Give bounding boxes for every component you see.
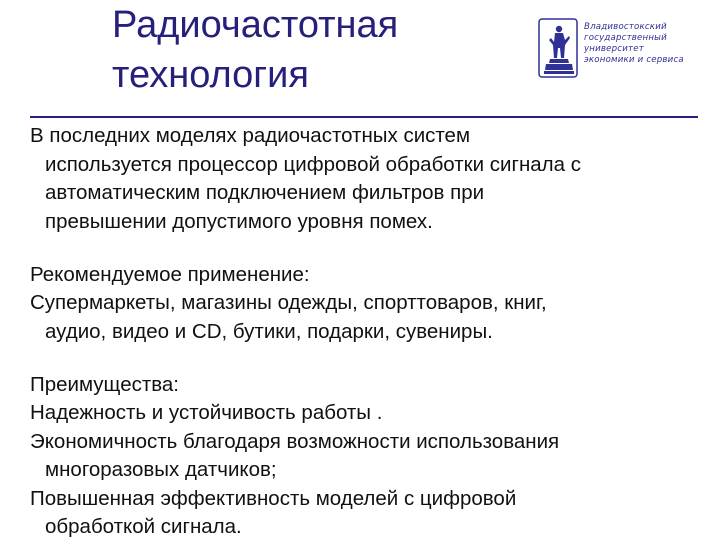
logo-text-line: Владивостокский — [584, 22, 667, 32]
paragraph-recommended-use — [30, 261, 700, 347]
paragraph-rf-processor — [30, 122, 700, 236]
advantage-item-continuation: обработкой сигнала. — [45, 515, 242, 538]
recommended-use-heading: Рекомендуемое применение: — [30, 262, 310, 286]
university-logo — [538, 18, 688, 82]
logo-text-line: экономики и сервиса — [584, 55, 684, 65]
slide-title-line-2: технология — [112, 54, 309, 96]
paragraph-gap — [30, 346, 700, 371]
text-line: используется процессор цифровой обработки сигнала с — [45, 152, 581, 176]
title-divider — [30, 116, 698, 118]
slide-title-line-1: Радиочастотная — [112, 4, 399, 46]
text-line: В последних моделях радиочастотных систем — [30, 124, 471, 147]
logo-text — [584, 22, 694, 66]
logo-text-line: университет — [584, 44, 644, 54]
text-line: автоматическим подключением фильтров при — [45, 181, 485, 204]
paragraph-gap — [30, 236, 700, 261]
advantage-item-continuation: многоразовых датчиков; — [45, 458, 277, 481]
logo-text-line: государственный — [584, 33, 667, 43]
advantage-item: Надежность и устойчивость работы . — [30, 401, 383, 424]
advantages-heading: Преимущества: — [30, 372, 179, 396]
advantage-item: Повышенная эффективность моделей с цифровой — [30, 486, 517, 510]
text-line: Супермаркеты, магазины одежды, спорттоваров, книг, — [30, 291, 547, 314]
text-line: превышении допустимого уровня помех. — [45, 209, 433, 233]
slide-body — [30, 122, 700, 542]
advantage-item: Экономичность благодаря возможности использования — [30, 429, 560, 453]
slide-title — [112, 0, 492, 100]
paragraph-advantages — [30, 371, 700, 542]
statue-emblem-icon — [538, 18, 578, 78]
text-line: аудио, видео и CD, бутики, подарки, сувениры. — [45, 319, 493, 343]
